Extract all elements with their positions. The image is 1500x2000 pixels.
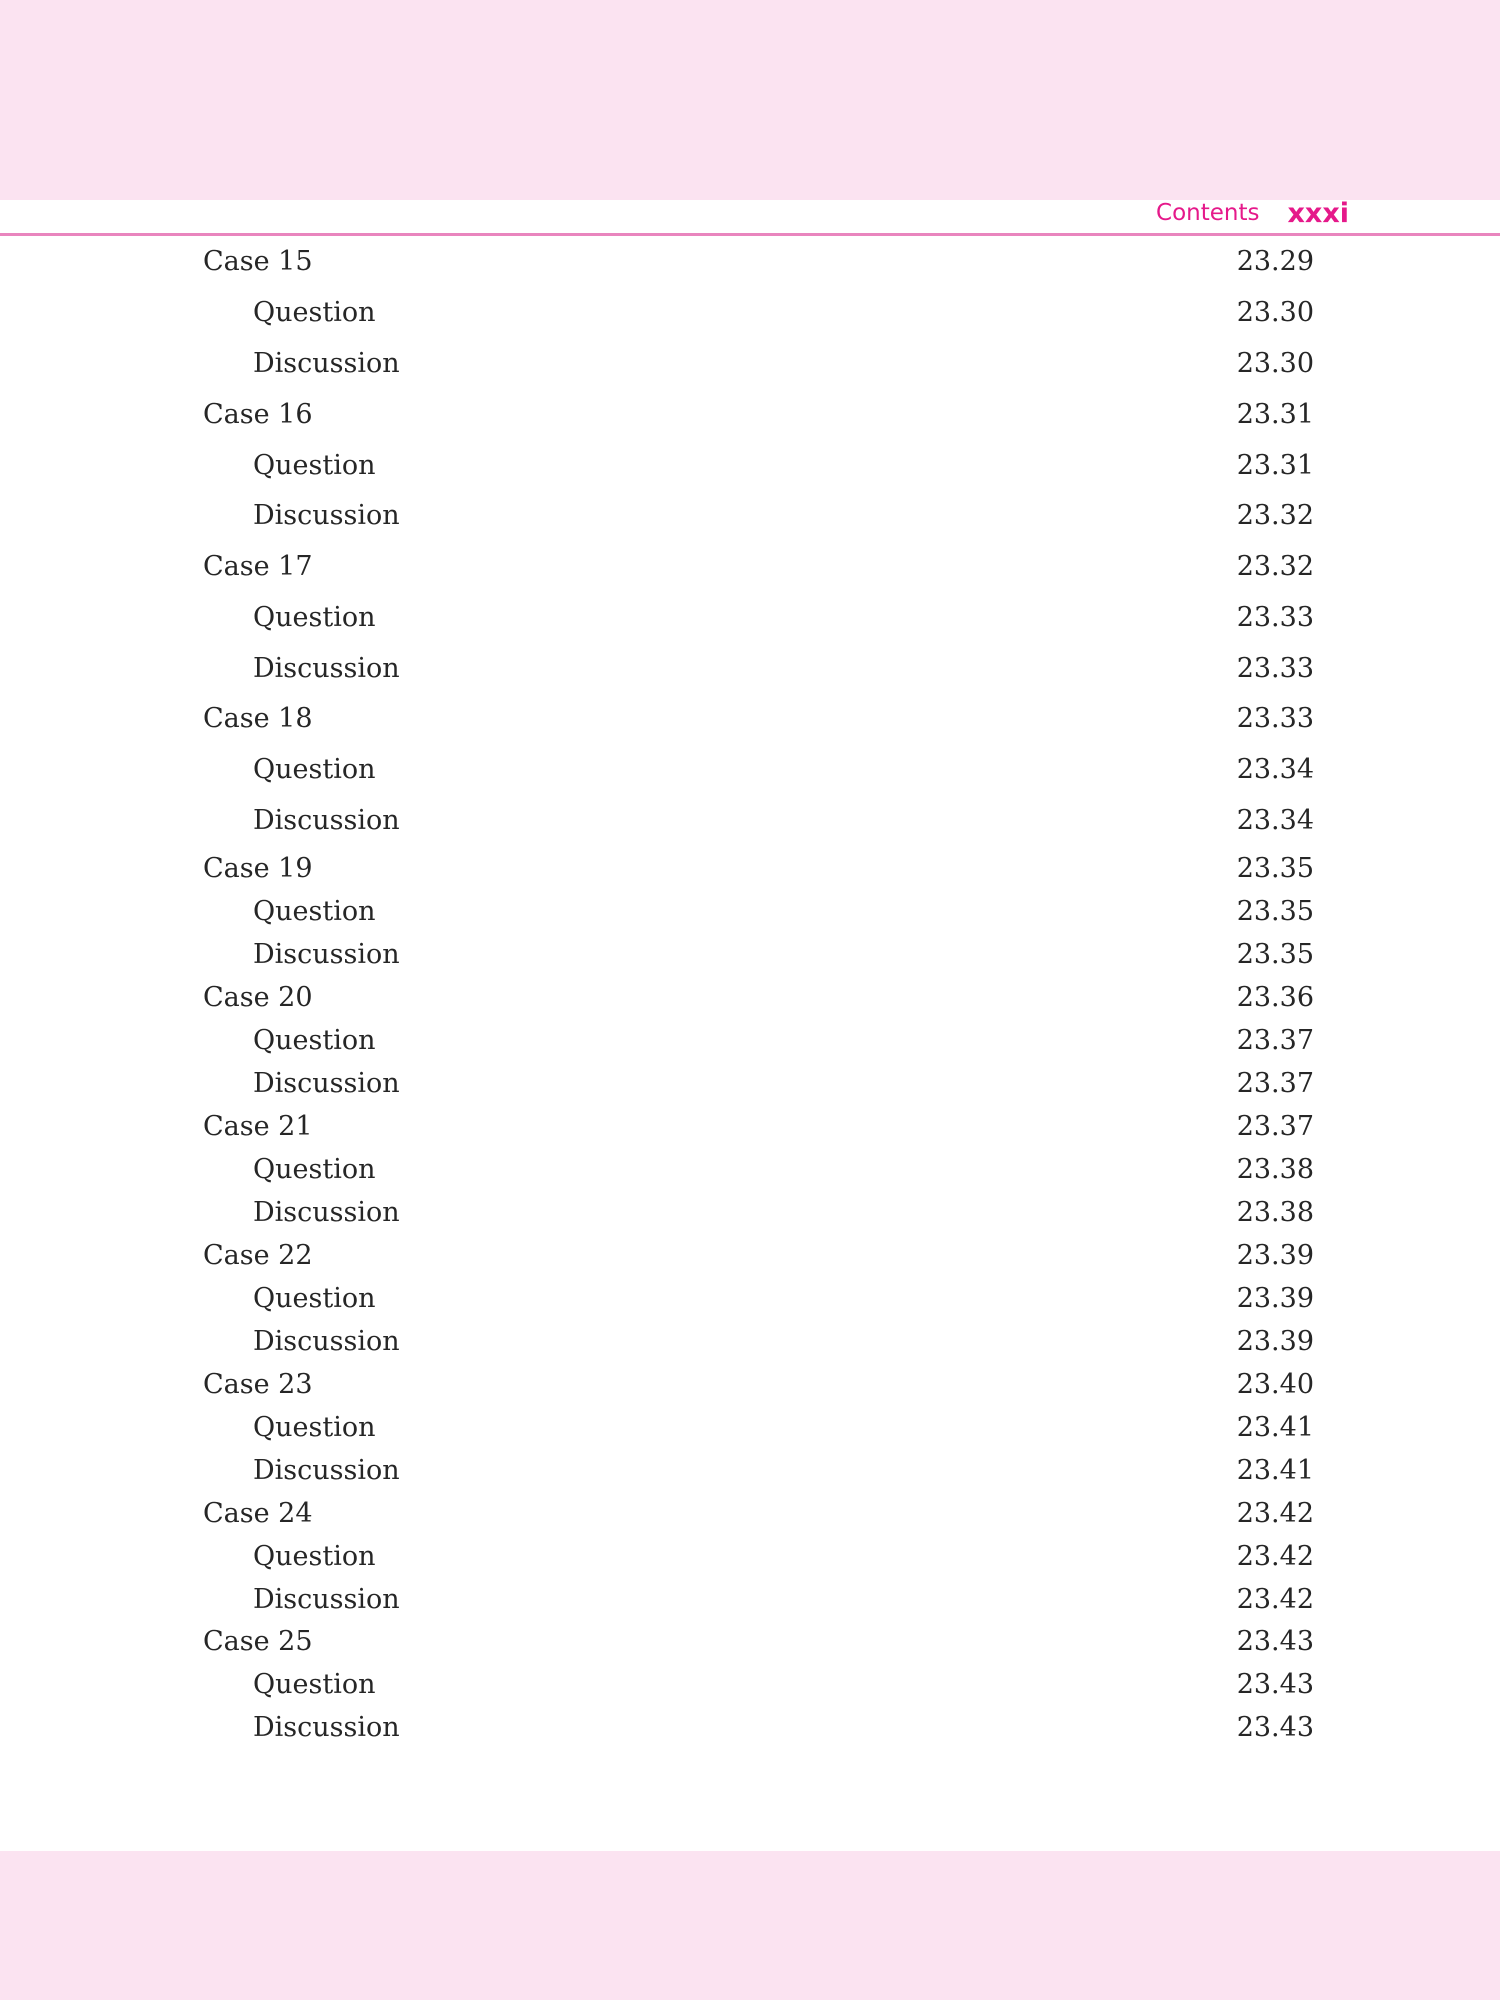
toc-entry-label: Discussion (253, 1712, 400, 1743)
toc-entry-page: 23.39 (1236, 1326, 1314, 1357)
toc-entry-label: Question (253, 1412, 376, 1443)
toc-entry (0, 1021, 1500, 1061)
toc-entry-label: Case 24 (203, 1498, 313, 1529)
toc-entry-label: Question (253, 1669, 376, 1700)
toc-entry-page: 23.39 (1236, 1283, 1314, 1314)
toc-entry-page: 23.34 (1236, 754, 1314, 785)
toc-entry (0, 1451, 1500, 1491)
toc-entry (0, 1322, 1500, 1362)
toc-entry (0, 750, 1500, 790)
toc-entry (0, 649, 1500, 689)
toc-entry-page: 23.33 (1236, 653, 1314, 684)
toc-entry-label: Question (253, 450, 376, 481)
toc-entry (0, 293, 1500, 333)
toc-entry (0, 1279, 1500, 1319)
toc-entry-page: 23.33 (1236, 703, 1314, 734)
toc-entry-page: 23.34 (1236, 805, 1314, 836)
toc-entry-page: 23.31 (1236, 399, 1314, 430)
toc-entry-label: Discussion (253, 500, 400, 531)
toc-entry (0, 1193, 1500, 1233)
toc-entry-label: Discussion (253, 1197, 400, 1228)
toc-entry-page: 23.32 (1236, 500, 1314, 531)
toc-entry-label: Discussion (253, 805, 400, 836)
toc-entry (0, 1494, 1500, 1534)
toc-entry (0, 1665, 1500, 1705)
toc-entry-page: 23.29 (1236, 246, 1314, 277)
toc-entry-label: Question (253, 1283, 376, 1314)
toc-entry-page: 23.31 (1236, 450, 1314, 481)
toc-entry-page: 23.37 (1236, 1111, 1314, 1142)
toc-entry-label: Case 23 (203, 1369, 313, 1400)
toc-entry-page: 23.35 (1236, 896, 1314, 927)
toc-entry-label: Question (253, 754, 376, 785)
toc-entry (0, 1236, 1500, 1276)
toc-entry-page: 23.30 (1236, 348, 1314, 379)
toc-entry-page: 23.43 (1236, 1669, 1314, 1700)
toc-entry-page: 23.32 (1236, 551, 1314, 582)
toc-entry-label: Question (253, 1154, 376, 1185)
toc-entry-page: 23.41 (1236, 1412, 1314, 1443)
toc-entry-label: Case 18 (203, 703, 313, 734)
toc-entry (0, 242, 1500, 282)
toc-entry-label: Question (253, 602, 376, 633)
toc-entry-label: Case 19 (203, 853, 313, 884)
toc-entry-label: Question (253, 896, 376, 927)
toc-entry-label: Case 16 (203, 399, 313, 430)
toc-entry (0, 1064, 1500, 1104)
toc-entry (0, 849, 1500, 889)
toc-entry-page: 23.37 (1236, 1068, 1314, 1099)
running-head-title: Contents (1156, 200, 1260, 226)
toc-entry (0, 935, 1500, 975)
toc-entry (0, 395, 1500, 435)
toc-entry-label: Discussion (253, 939, 400, 970)
toc-entry (0, 1107, 1500, 1147)
toc-entry-label: Discussion (253, 1326, 400, 1357)
toc-entry-page: 23.38 (1236, 1197, 1314, 1228)
toc-entry (0, 1150, 1500, 1190)
toc-entry (0, 1708, 1500, 1748)
toc-entry-page: 23.42 (1236, 1498, 1314, 1529)
toc-entry-label: Question (253, 1541, 376, 1572)
toc-entry-page: 23.30 (1236, 297, 1314, 328)
toc-entry (0, 598, 1500, 638)
toc-entry-label: Case 20 (203, 982, 313, 1013)
toc-entry-label: Discussion (253, 1455, 400, 1486)
toc-entry-page: 23.36 (1236, 982, 1314, 1013)
toc-entry-label: Discussion (253, 1068, 400, 1099)
toc-entry-page: 23.33 (1236, 602, 1314, 633)
toc-entry-label: Question (253, 297, 376, 328)
toc-entry (0, 1537, 1500, 1577)
toc-entry-page: 23.42 (1236, 1584, 1314, 1615)
toc-entry-label: Case 22 (203, 1240, 313, 1271)
toc-entry (0, 496, 1500, 536)
toc-entry-label: Case 15 (203, 246, 313, 277)
toc-entry-label: Case 17 (203, 551, 313, 582)
toc-entry-page: 23.38 (1236, 1154, 1314, 1185)
toc-entry (0, 344, 1500, 384)
toc-entry (0, 978, 1500, 1018)
toc-entry (0, 1580, 1500, 1620)
toc-entry (0, 446, 1500, 486)
toc-entry-label: Discussion (253, 653, 400, 684)
toc-entry-page: 23.35 (1236, 853, 1314, 884)
page-number: xxxi (1287, 197, 1349, 229)
toc-entry-page: 23.39 (1236, 1240, 1314, 1271)
toc-entry (0, 801, 1500, 841)
toc-entry (0, 547, 1500, 587)
toc-entry-label: Discussion (253, 348, 400, 379)
toc-entry (0, 699, 1500, 739)
toc-entry-page: 23.43 (1236, 1712, 1314, 1743)
toc-entry-page: 23.37 (1236, 1025, 1314, 1056)
toc-entry-page: 23.41 (1236, 1455, 1314, 1486)
toc-entry (0, 1622, 1500, 1662)
toc-entry-page: 23.40 (1236, 1369, 1314, 1400)
toc-entry-label: Case 21 (203, 1111, 313, 1142)
toc-entry-page: 23.43 (1236, 1626, 1314, 1657)
toc-entry-label: Question (253, 1025, 376, 1056)
toc-entry (0, 1365, 1500, 1405)
toc-entry-page: 23.42 (1236, 1541, 1314, 1572)
toc-entry (0, 1408, 1500, 1448)
toc-entry-page: 23.35 (1236, 939, 1314, 970)
toc-entry-label: Case 25 (203, 1626, 313, 1657)
toc-entry-label: Discussion (253, 1584, 400, 1615)
toc-entry (0, 892, 1500, 932)
